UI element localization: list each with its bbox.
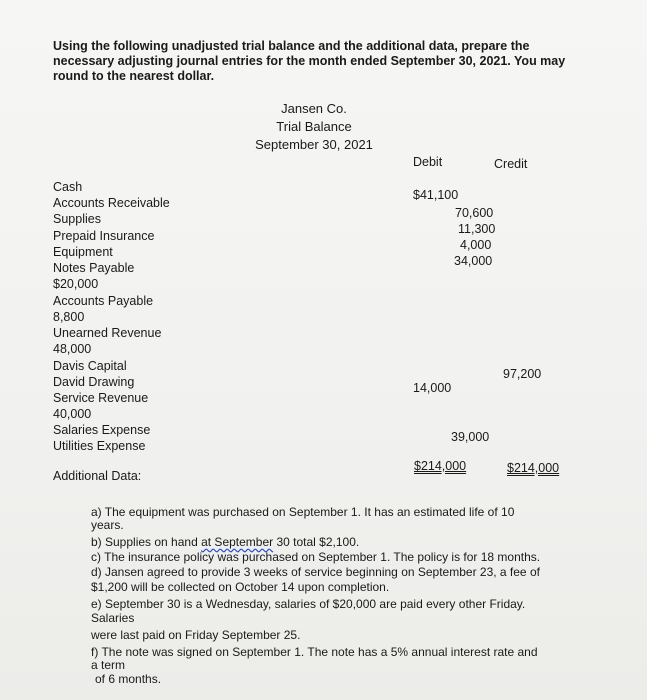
account-name: 8,800 (53, 310, 85, 324)
account-name: David Drawing (53, 375, 135, 389)
instructions-line-2: necessary adjusting journal entries for the month ended September 30, 2021. You may (53, 54, 566, 68)
account-name: Equipment (53, 245, 113, 259)
statement-date: September 30, 2021 (255, 137, 373, 152)
account-name: $20,000 (53, 277, 99, 291)
account-name: Prepaid Insurance (53, 229, 155, 243)
note-e-line-2: Salaries (91, 611, 135, 625)
note-b-underlined-text: at September (201, 535, 274, 549)
debit-column-header: Debit (413, 155, 443, 169)
instructions-line-3: round to the nearest dollar. (53, 69, 215, 83)
account-name: Service Revenue (53, 391, 149, 405)
note-b-end: 30 total $2,100. (273, 535, 360, 549)
account-name: Cash (53, 180, 83, 194)
note-c: c) The insurance policy was purchased on September 1. The policy is for 18 months. (91, 550, 541, 564)
account-name: Utilities Expense (53, 439, 146, 453)
account-name: Notes Payable (53, 261, 135, 275)
accounts-receivable-amount: 70,600 (455, 206, 494, 220)
prepaid-insurance-amount: 4,000 (460, 238, 492, 252)
david-drawing-amount: 14,000 (413, 381, 452, 395)
instructions (53, 39, 565, 84)
instructions-line-1: Using the following unadjusted trial balance and the additional data, prepare the (53, 39, 530, 53)
account-name: Salaries Expense (53, 423, 151, 437)
account-name: Accounts Receivable (53, 196, 170, 210)
account-name: 40,000 (53, 407, 92, 421)
account-name: 48,000 (53, 342, 92, 356)
credit-column-header: Credit (494, 157, 528, 171)
equipment-amount: 34,000 (454, 254, 493, 268)
statement-title: Trial Balance (276, 119, 352, 134)
account-name: Accounts Payable (53, 294, 154, 308)
note-f-line-1: f) The note was signed on September 1. The note has a 5% annual interest rate and (91, 645, 538, 659)
account-name: Davis Capital (53, 359, 127, 373)
note-e-line-3: were last paid on Friday September 25. (91, 628, 301, 642)
supplies-amount: 11,300 (458, 222, 496, 236)
account-name: Unearned Revenue (53, 326, 162, 340)
davis-capital-amount: 97,200 (503, 367, 542, 381)
note-f-line-3: of 6 months. (95, 672, 162, 686)
additional-data-label: Additional Data: (53, 469, 142, 483)
note-d-line-1: d) Jansen agreed to provide 3 weeks of service beginning on September 23, a fee of (91, 565, 540, 579)
note-b (91, 535, 359, 549)
note-f-line-2: a term (91, 658, 126, 672)
note-e-line-1: e) September 30 is a Wednesday, salaries of $20,000 are paid every other Friday. (91, 597, 526, 611)
note-a-line-2: years. (91, 518, 124, 532)
note-a-line-1: a) The equipment was purchased on September 1. It has an estimated life of 10 (91, 505, 515, 519)
note-b-start: b) Supplies on hand (91, 535, 202, 549)
account-name: Supplies (53, 212, 101, 226)
company-name: Jansen Co. (281, 101, 347, 116)
credit-total: $214,000 (507, 461, 560, 475)
debit-total: $214,000 (414, 459, 467, 473)
note-d-line-2: $1,200 will be collected on October 14 upon completion. (91, 580, 390, 594)
cash-debit-amount: $41,100 (413, 188, 459, 202)
salaries-expense-amount: 39,000 (451, 430, 490, 444)
